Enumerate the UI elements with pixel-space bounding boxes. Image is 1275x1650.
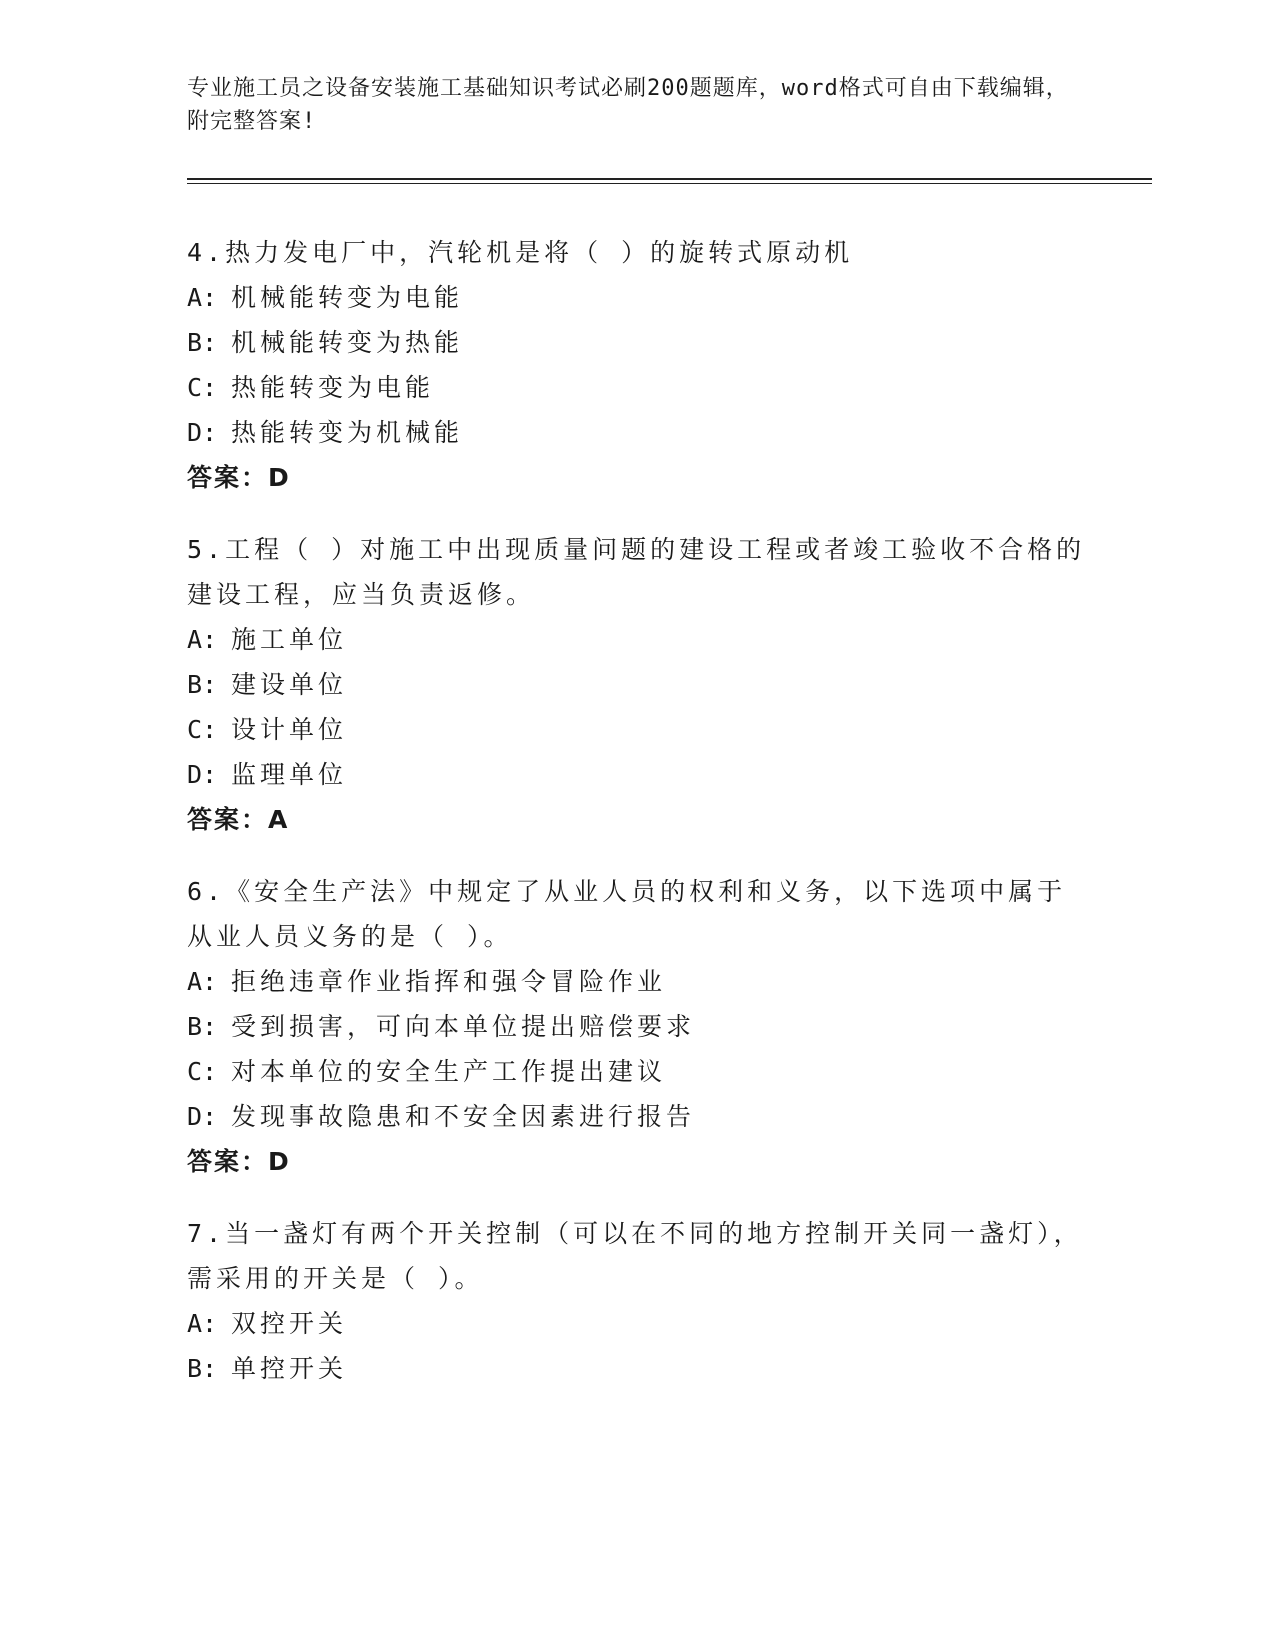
option-c bbox=[187, 365, 1087, 410]
question-4 bbox=[187, 230, 1087, 500]
option-letter: A: bbox=[187, 625, 218, 654]
option-b bbox=[187, 1346, 1087, 1391]
header-divider bbox=[187, 178, 1152, 180]
option-letter: D: bbox=[187, 418, 218, 447]
option-text: 双控开关 bbox=[231, 1309, 348, 1338]
question-5 bbox=[187, 527, 1087, 842]
question-list bbox=[187, 230, 1087, 1418]
question-7 bbox=[187, 1211, 1087, 1391]
answer-line: 答案：D bbox=[187, 1147, 291, 1176]
option-text: 建设单位 bbox=[231, 670, 348, 699]
option-text: 单控开关 bbox=[231, 1354, 348, 1383]
question-text: 7.当一盏灯有两个开关控制（可以在不同的地方控制开关同一盏灯），需采用的开关是（ ）。 bbox=[187, 1219, 1083, 1293]
option-text: 对本单位的安全生产工作提出建议 bbox=[231, 1057, 667, 1086]
option-letter: A: bbox=[187, 967, 218, 996]
option-letter: B: bbox=[187, 1012, 218, 1041]
option-text: 监理单位 bbox=[231, 760, 348, 789]
option-d bbox=[187, 410, 1087, 455]
option-d bbox=[187, 1094, 1087, 1139]
question-6 bbox=[187, 869, 1087, 1184]
option-letter: C: bbox=[187, 373, 218, 402]
option-text: 热能转变为机械能 bbox=[231, 418, 464, 447]
option-a bbox=[187, 1301, 1087, 1346]
option-letter: C: bbox=[187, 1057, 218, 1086]
option-letter: D: bbox=[187, 1102, 218, 1131]
question-text: 6.《安全生产法》中规定了从业人员的权利和义务，以下选项中属于从业人员义务的是（ ）。 bbox=[187, 877, 1067, 951]
option-text: 施工单位 bbox=[231, 625, 348, 654]
header-divider-thin bbox=[187, 183, 1152, 184]
option-text: 热能转变为电能 bbox=[231, 373, 435, 402]
question-text: 4.热力发电厂中，汽轮机是将（ ）的旋转式原动机 bbox=[187, 238, 854, 267]
option-text: 机械能转变为热能 bbox=[231, 328, 464, 357]
option-b bbox=[187, 320, 1087, 365]
option-c bbox=[187, 1049, 1087, 1094]
option-a bbox=[187, 959, 1087, 1004]
option-d bbox=[187, 752, 1087, 797]
option-text: 机械能转变为电能 bbox=[231, 283, 464, 312]
option-a bbox=[187, 275, 1087, 320]
option-text: 发现事故隐患和不安全因素进行报告 bbox=[231, 1102, 696, 1131]
option-letter: A: bbox=[187, 1309, 218, 1338]
option-text: 拒绝违章作业指挥和强令冒险作业 bbox=[231, 967, 667, 996]
option-c bbox=[187, 707, 1087, 752]
question-text: 5.工程（ ）对施工中出现质量问题的建设工程或者竣工验收不合格的建设工程，应当负责返修。 bbox=[187, 535, 1086, 609]
answer-line: 答案：A bbox=[187, 805, 290, 834]
option-text: 受到损害，可向本单位提出赔偿要求 bbox=[231, 1012, 696, 1041]
option-letter: B: bbox=[187, 328, 218, 357]
option-letter: D: bbox=[187, 760, 218, 789]
option-letter: B: bbox=[187, 1354, 218, 1383]
option-b bbox=[187, 1004, 1087, 1049]
option-letter: B: bbox=[187, 670, 218, 699]
option-letter: C: bbox=[187, 715, 218, 744]
option-text: 设计单位 bbox=[231, 715, 348, 744]
answer-line: 答案：D bbox=[187, 463, 291, 492]
option-a bbox=[187, 617, 1087, 662]
document-header: 专业施工员之设备安装施工基础知识考试必刷200题题库，word格式可自由下载编辑，附完整答案! bbox=[187, 76, 1069, 134]
option-b bbox=[187, 662, 1087, 707]
option-letter: A: bbox=[187, 283, 218, 312]
